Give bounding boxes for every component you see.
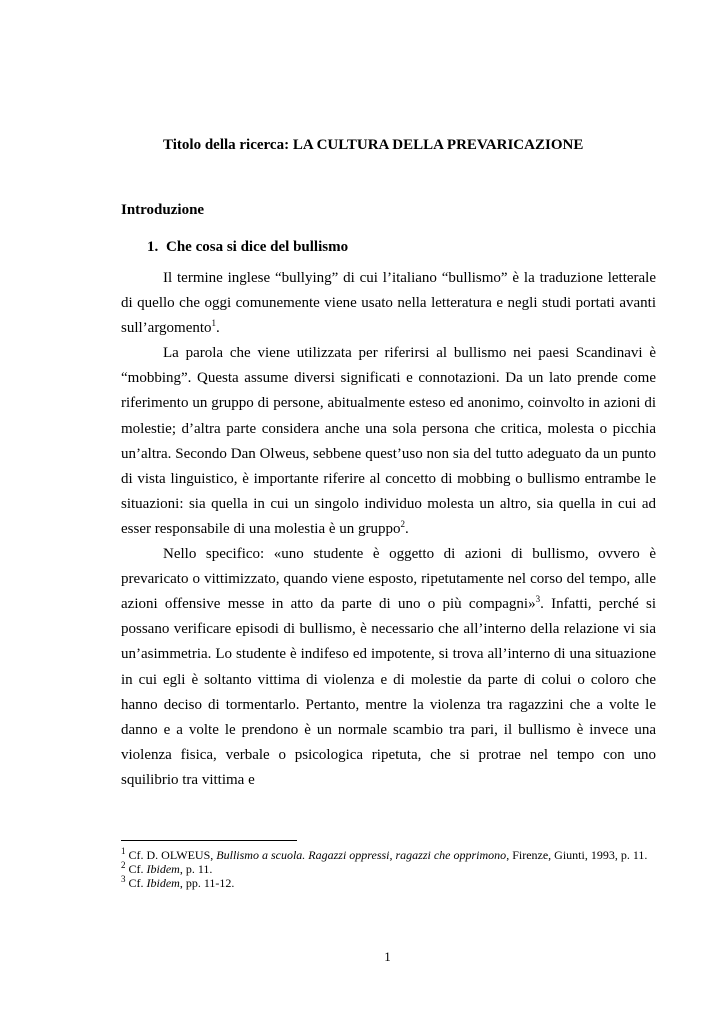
footnote-ref: 3 <box>535 594 541 605</box>
paragraph: Nello specifico: «uno studente è oggetto di azioni di bullismo, ovvero è prevaricato o vittimizzato, quando viene esposto, ripetutamente nel corso del tempo, alle azioni offensive messe in atto da parte di uno o più compagni»$^3$. Infatti, perché si possano verificare episodi di bullismo, è necessario che all’interno della relazione vi sia un’asimmetria. Lo studente è indifeso ed impotente, si trova all’interno di una situazione in cui egli è soltanto vittima di violenza e di molestie da parte di colui o coloro che hanno deciso di tormentarlo. Pertanto, mentre la violenza tra ragazzini che a volte le danno e a volte le prendono è un normale scambio tra pari, il bullismo è invece una violenza fisica, verbale o psicologica ripetuta, che si protrae nel tempo con uno squilibrio tra vittima e <box>121 546 657 788</box>
paragraph: La parola che viene utilizzata per riferirsi al bullismo nei paesi Scandinavi è “mobbing”. Questa assume diversi significati e connotazioni. Da un lato prende come riferimento un gruppo di persone, abitualmente esteso ed anonimo, coinvolto in azioni di molestie; d’altra parte considera anche una sola persona che critica, molesta o picchia un’altra. Secondo Dan Olweus, sebbene quest’uso non sia del tutto adeguato da un punto di vista linguistico, è importante riferire al concetto di mobbing o bullismo entrambe le situazioni: sia quella in cui un singolo individuo molesta un altro, sia quella in cui ad esser responsabile di una molestia è un gruppo$^2$. <box>121 345 656 537</box>
subsection-heading <box>147 239 348 256</box>
document-title: Titolo della ricerca: LA CULTURA DELLA PREVARICAZIONE <box>163 137 584 153</box>
footnote-ref: 1 <box>211 318 217 329</box>
footnote: $^2$ Cf. Ibidem, p. 11. <box>121 860 213 876</box>
subsection-title: Che cosa si dice del bullismo <box>166 239 349 255</box>
footnote-ref: 2 <box>400 518 406 529</box>
subsection-number: 1. <box>147 239 159 255</box>
body-text <box>121 266 656 793</box>
footnote: $^3$ Cf. Ibidem, pp. 11-12. <box>121 874 235 890</box>
footnotes <box>121 848 656 890</box>
footnote: $^1$ Cf. D. OLWEUS, Bullismo a scuola. Ragazzi oppressi, ragazzi che opprimono, Firenze, Giunti, 1993, p. 11. <box>121 846 648 862</box>
paragraph: Il termine inglese “bullying” di cui l’italiano “bullismo” è la traduzione letterale di quello che oggi comunemente viene usato nella letteratura e negli studi portati avanti sull’argomento$^1$. <box>121 270 656 337</box>
section-heading: Introduzione <box>121 202 205 218</box>
page-number: 1 <box>384 949 391 964</box>
footnote-divider <box>121 840 297 841</box>
